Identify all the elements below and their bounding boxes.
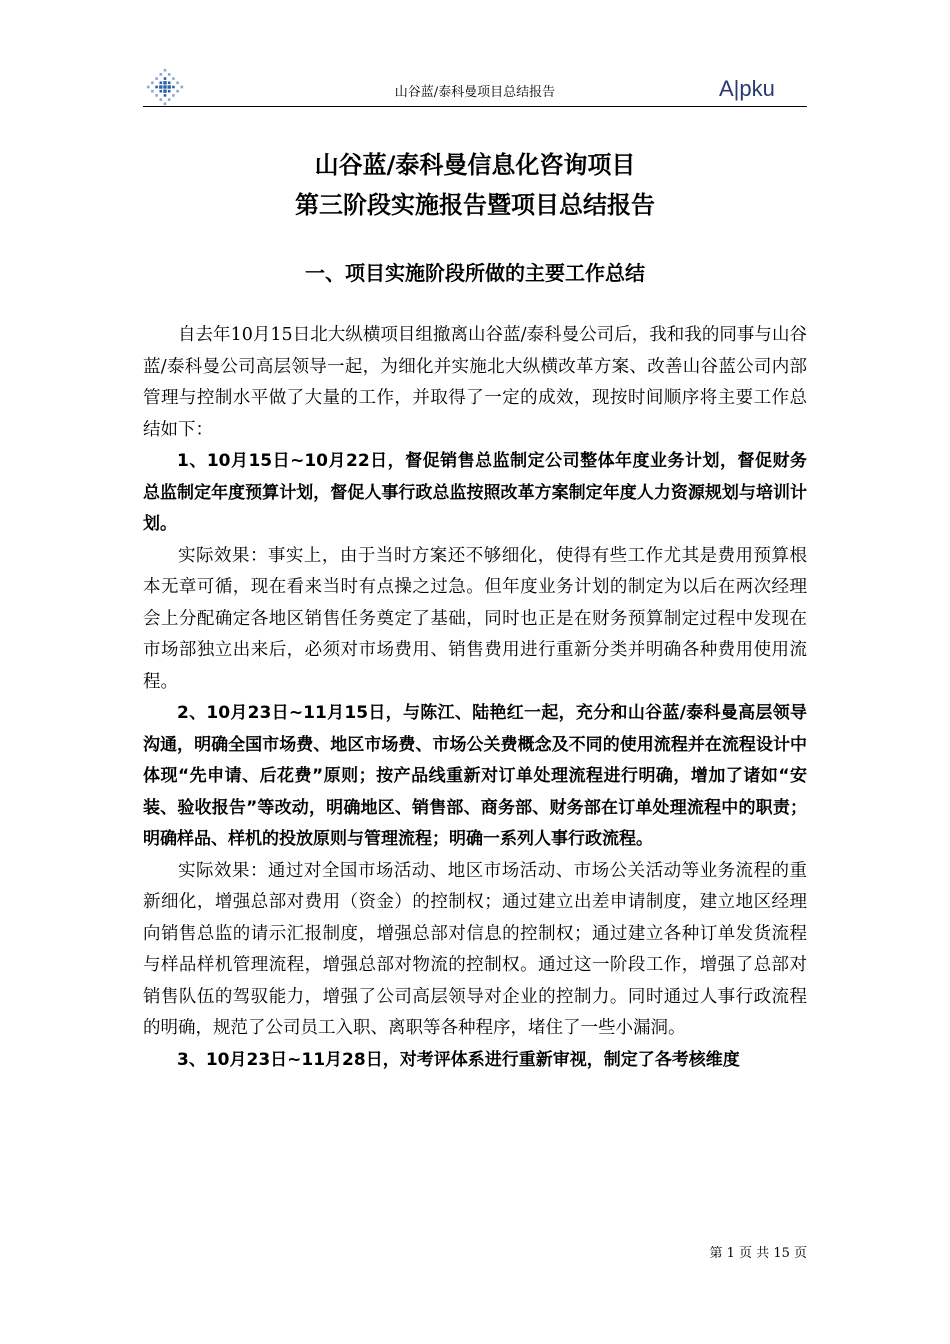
page-number: 第 1 页 共 15 页 [709,1246,807,1261]
item-1-effect: 实际效果：事实上，由于当时方案还不够细化，使得有些工作尤其是费用预算根本无章可循，现在看来当时有点操之过急。但年度业务计划的制定为以后在两次经理会上分配确定各地区销售任务奠定了基础，同时也正是在财务预算制定过程中发现在市场部独立出来后，必须对市场费用、销售费用进行重新分类并明确各种费用使用流程。 [143,545,807,692]
document-title-line2: 第三阶段实施报告暨项目总结报告 [295,191,655,219]
intro-paragraph: 自去年10月15日北大纵横项目组撤离山谷蓝/泰科曼公司后，我和我的同事与山谷蓝/泰科曼公司高层领导一起，为细化并实施北大纵横改革方案、改善山谷蓝公司内部管理与控制水平做了大量的工作，并取得了一定的成效，现按时间顺序将主要工作总结如下： [143,325,807,440]
document-body [143,320,807,1076]
item-1-heading: 1、10月15日~10月22日，督促销售总监制定公司整体年度业务计划，督促财务总监制定年度预算计划，督促人事行政总监按照改革方案制定年度人力资源规划与培训计划。 [143,451,807,534]
section-heading: 一、项目实施阶段所做的主要工作总结 [305,261,645,285]
item-3-heading: 3、10月23日~11月28日，对考评体系进行重新审视，制定了各考核维度 [177,1049,740,1070]
document-title-line1: 山谷蓝/泰科曼信息化咨询项目 [314,151,636,179]
page-header [143,66,807,107]
header-title: 山谷蓝/泰科曼项目总结报告 [394,85,556,100]
pku-logo [719,78,807,102]
item-2-heading: 2、10月23日~11月15日，与陈江、陆艳红一起，充分和山谷蓝/泰科曼高层领导沟通，明确全国市场费、地区市场费、市场公关费概念及不同的使用流程并在流程设计中体现“先申请、后花费”原则；按产品线重新对订单处理流程进行明确，增加了诸如“安装、验收报告”等改动，明确地区、销售部、商务部、财务部在订单处理流程中的职责；明确样品、样机的投放原则与管理流程；明确一系列人事行政流程。 [143,703,807,849]
item-2-effect: 实际效果：通过对全国市场活动、地区市场活动、市场公关活动等业务流程的重新细化，增强总部对费用（资金）的控制权；通过建立出差申请制度，建立地区经理向销售总监的请示汇报制度，增强总部对信息的控制权；通过建立各种订单发货流程与样品样机管理流程，增强总部对物流的控制权。通过这一阶段工作，增强了总部对销售队伍的驾驭能力，增强了公司高层领导对企业的控制力。同时通过人事行政流程的明确，规范了公司员工入职、离职等各种程序，堵住了一些小漏洞。 [143,860,807,1038]
pku-logo-text: A|pku [719,76,775,101]
